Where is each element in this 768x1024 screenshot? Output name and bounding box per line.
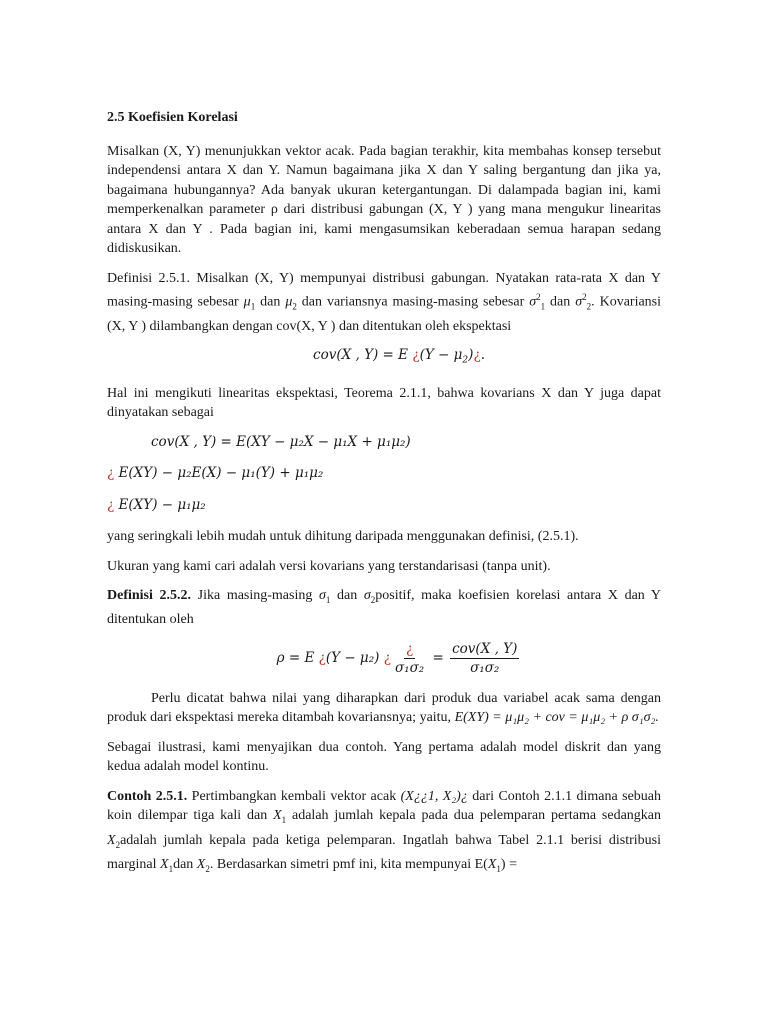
illustration-paragraph: Sebagai ilustrasi, kami menyajikan dua contoh. Yang pertama adalah model diskrit dan yang kedua adalah model kontinu. [107, 739, 661, 775]
equation-correlation: ρ = E ¿(Y − μ₂) ¿ $\frac{¿}{\text{σ₁σ₂}}$ = $\frac{\text{cov(X , Y)}}{\text{σ₁σ₂}}$ [276, 640, 518, 676]
standardized-paragraph: Ukuran yang kami cari adalah versi kovarians yang terstandarisasi (tanpa unit). [107, 558, 551, 574]
equation-covariance-expansion: cov(X , Y) = E(XY − μ₂X − μ₁X + μ₁μ₂) [151, 433, 411, 450]
equation-covariance-step3: ¿ E(XY) − μ₁μ₂ [107, 496, 206, 513]
equation-covariance-step2: ¿ E(XY) − μ₂E(X) − μ₁(Y) + μ₁μ₂ [107, 465, 324, 482]
example-2-5-1: Contoh 2.5.1. Pertimbangkan kembali vektor acak (X¿¿1, X₂)¿ dari Contoh 2.1.1 dimana sebuah koin dilempar tiga kali dan $X_1$ adalah jumlah kepala pada dua pelemparan pertama sedangkan $X_2adalah$ jumlah kepala pada ketiga pelemparan. Ingatlah bahwa Tabel 2.1.1 berisi distribusi marginal $X_1dan$ $X_2$. Berdasarkan simetri pmf ini, kita mempunyai $E(X_1)$ = [107, 788, 662, 874]
definition-2-5-1: Definisi 2.5.1. Misalkan (X, Y) mempunyai distribusi gabungan. Nyatakan rata-rata X dan Y masing-masing sebesar $\mu_1$ dan $\mu_2$ dan variansnya masing-masing sebesar $\sigma^2_1$ dan $\sigma^2_2$. Kovariansi (X, Y ) dilambangkan dengan cov(X, Y ) dan ditentukan oleh ekspektasi [107, 270, 662, 334]
equation-covariance-definition: cov(X , Y) = E ¿$(Y - \mu_2)¿$. [313, 347, 485, 367]
easier-compute-paragraph: yang seringkali lebih mudah untuk dihitung daripada menggunakan definisi, (2.5.1). [107, 529, 579, 545]
linearity-paragraph: Hal ini mengikuti linearitas ekspektasi, Teorema 2.1.1, bahwa kovarians X dan Y juga dapat dinyatakan sebagai [107, 385, 661, 421]
intro-paragraph: Misalkan (X, Y) menunjukkan vektor acak. Pada bagian terakhir, kita membahas konsep tersebut independensi antara X dan Y. Namun bagaimana jika X dan Y saling bergantung dan jika ya, bagaimana hubungannya? Ada banyak ukuran ketergantungan. Di dalampada bagian ini, kami memperkenalkan parameter ρ dari distribusi gabungan (X, Y ) yang mana mengukur linearitas antara X dan Y . Pada bagian ini, kami mengasumsikan keberadaan semua harapan sedang didiskusikan. [107, 143, 661, 256]
definition-2-5-2: Definisi 2.5.2. Jika masing-masing $\sigma_1$ dan $\sigma_2positif$, maka koefisien korelasi antara X dan Y ditentukan oleh [107, 588, 661, 628]
document-page [107, 108, 661, 889]
section-heading: 2.5 Koefisien Korelasi [107, 110, 238, 125]
expected-product-paragraph: Perlu dicatat bahwa nilai yang diharapkan dari produk dua variabel acak sama dengan produk dari ekspektasi mereka ditambah kovariansnya; yaitu, E(XY) = μ₁μ₂ + cov = μ₁μ₂ + ρ σ₁σ₂. [107, 690, 661, 726]
